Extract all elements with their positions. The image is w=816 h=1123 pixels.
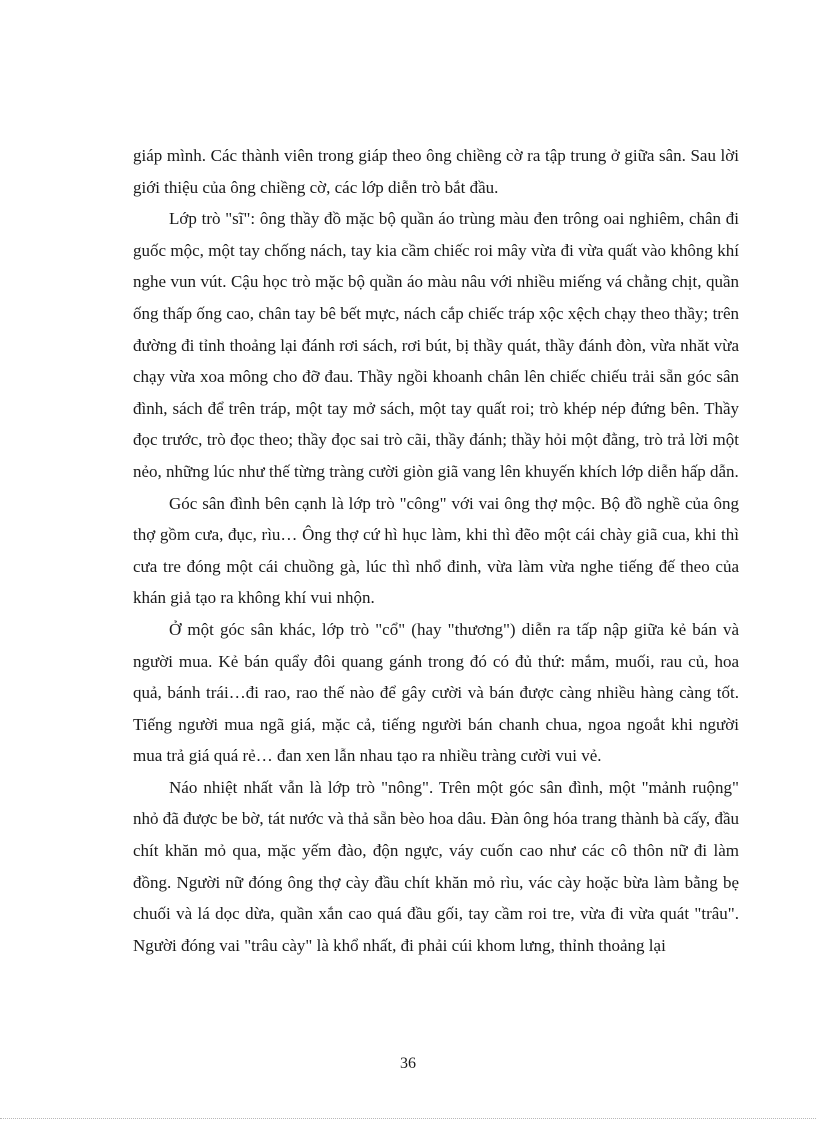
- paragraph-lop-tro-si: Lớp trò "sĩ": ông thầy đồ mặc bộ quần áo trùng màu đen trông oai nghiêm, chân đi guốc mộc, một tay chống nách, tay kia cầm chiếc roi mây vừa đi vừa quất vào không khí nghe vun vút. Cậu học trò mặc bộ quần áo màu nâu với nhiều miếng vá chằng chịt, quần ống thấp ống cao, chân tay bê bết mực, nách cắp chiếc tráp xộc xệch chạy theo thầy; trên đường đi tỉnh thoảng lại đánh rơi sách, rơi bút, bị thầy quát, thầy đánh đòn, vừa nhăt vừa chạy vừa xoa mông cho đỡ đau. Thầy ngồi khoanh chân lên chiếc chiếu trải sẵn góc sân đình, sách để trên tráp, một tay mở sách, một tay quất roi; trò khép nép đứng bên. Thầy đọc trước, trò đọc theo; thầy đọc sai trò cãi, thầy đánh; thầy hỏi một đằng, trò trả lời một nẻo, những lúc như thế từng tràng cười giòn giã vang lên khuyến khích lớp diễn hấp dẫn.: [133, 209, 739, 481]
- paragraph-lop-tro-cong: Góc sân đình bên cạnh là lớp trò "công" với vai ông thợ mộc. Bộ đồ nghề của ông thợ gồm cưa, đục, rìu… Ông thợ cứ hì hục làm, khi thì đẽo một cái chày giã cua, khi thì cưa tre đóng một cái chuồng gà, lúc thì nhổ đinh, vừa làm vừa nghe tiếng đế theo của khán giả tạo ra không khí vui nhộn.: [133, 493, 739, 608]
- paragraph-lop-tro-co: Ở một góc sân khác, lớp trò "cổ" (hay "thương") diễn ra tấp nập giữa kẻ bán và người mua. Kẻ bán quẩy đôi quang gánh trong đó có đủ thứ: mắm, muối, rau củ, hoa quả, bánh trái…đi rao, rao thế nào để gây cười và bán được càng nhiều hàng càng tốt. Tiếng người mua ngã giá, mặc cả, tiếng người bán chanh chua, ngoa ngoắt khi người mua trả giá quá rẻ… đan xen lẫn nhau tạo ra nhiều tràng cười vui vẻ.: [133, 619, 739, 766]
- body-text: [133, 140, 739, 961]
- paragraph-lop-tro-nong: Náo nhiệt nhất vẫn là lớp trò "nông". Trên một góc sân đình, một "mảnh ruộng" nhỏ đã được be bờ, tát nước và thả sẵn bèo hoa dâu. Đàn ông hóa trang thành bà cấy, đầu chít khăn mỏ qua, mặc yếm đào, độn ngực, váy cuốn cao như các cô thôn nữ đi làm đồng. Người nữ đóng ông thợ cày đầu chít khăn mỏ rìu, vác cày hoặc bừa làm bằng bẹ chuối và lá dọc dừa, quần xắn cao quá đầu gối, tay cầm roi tre, vừa đi vừa quát "trâu". Người đóng vai "trâu cày" là khổ nhất, đi phải cúi khom lưng, thỉnh thoảng lại: [133, 777, 739, 955]
- page-number: 36: [400, 1055, 416, 1072]
- page-bottom-divider: [0, 1118, 816, 1119]
- paragraph-continuation: giáp mình. Các thành viên trong giáp theo ông chiềng cờ ra tập trung ở giữa sân. Sau lời giới thiệu của ông chiềng cờ, các lớp diễn trò bắt đầu.: [133, 146, 739, 197]
